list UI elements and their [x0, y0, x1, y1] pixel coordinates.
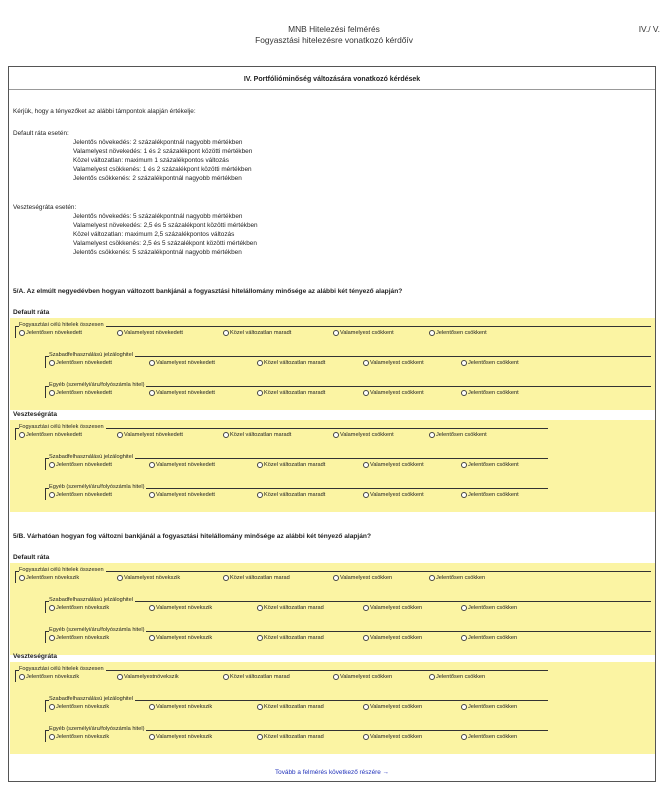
radio-button[interactable] [257, 605, 263, 611]
radio-option[interactable] [19, 330, 82, 336]
radio-option[interactable] [333, 674, 392, 680]
radio-option-label: Közel változatlan marad [230, 674, 290, 680]
default-legend-line: Valamelyest növekedés: 1 és 2 százalékpont közötti mértékben [73, 148, 253, 155]
radio-button[interactable] [257, 734, 263, 740]
radio-option[interactable] [117, 432, 183, 438]
radio-option[interactable] [257, 360, 325, 366]
radio-button[interactable] [257, 360, 263, 366]
radio-button[interactable] [461, 492, 467, 498]
radio-button[interactable] [363, 492, 369, 498]
radio-option-label: Közel változatlan maradt [264, 360, 326, 366]
answer-band [10, 420, 655, 512]
next-page-link[interactable]: Tovább a felmérés következő részére → [274, 769, 390, 776]
radio-button[interactable] [49, 734, 55, 740]
radio-option[interactable] [461, 492, 519, 498]
radio-button[interactable] [223, 674, 229, 680]
radio-option-label: Közel változatlan marad [264, 635, 324, 641]
radio-option-label: Közel változatlan maradt [264, 462, 326, 468]
radio-option[interactable] [223, 432, 291, 438]
answer-band [10, 662, 655, 754]
radio-option-label: Valamelyest csökken [340, 575, 393, 581]
radio-option-label: Valamelyest növekedett [156, 462, 215, 468]
header-titles [0, 24, 668, 46]
answer-band [10, 563, 655, 655]
radio-option-label: Jelentősen növekedett [56, 462, 112, 468]
radio-option-label: Jelentősen csökkent [436, 432, 487, 438]
radio-option[interactable] [257, 605, 324, 611]
radio-option[interactable] [49, 704, 109, 710]
radio-option-label: Jelentősen csökkent [468, 360, 519, 366]
radio-option[interactable] [49, 605, 109, 611]
radio-option[interactable] [149, 605, 212, 611]
radio-option-label: Jelentősen csökken [436, 575, 486, 581]
radio-button[interactable] [149, 635, 155, 641]
radio-option[interactable] [49, 360, 112, 366]
radio-button[interactable] [149, 734, 155, 740]
radio-option-label: Jelentősen csökkent [468, 462, 519, 468]
radio-option-label: Valamelyest növekszik [124, 575, 181, 581]
block-label: Default ráta [13, 554, 50, 561]
radio-group [45, 382, 651, 398]
radio-option-label: Jelentősen csökken [468, 704, 518, 710]
radio-option[interactable] [223, 575, 290, 581]
radio-option-label: Jelentősen növekszik [56, 635, 110, 641]
radio-button[interactable] [223, 330, 229, 336]
radio-option[interactable] [461, 635, 517, 641]
radio-group [15, 322, 651, 338]
radio-option-label: Valamelyest csökkent [370, 360, 424, 366]
radio-group [45, 696, 548, 712]
radio-option-label: Jelentősen csökken [468, 605, 518, 611]
radio-option[interactable] [49, 462, 112, 468]
radio-option[interactable] [257, 462, 325, 468]
radio-option[interactable] [149, 462, 215, 468]
radio-option-label: Jelentősen növekszik [26, 674, 80, 680]
radio-option[interactable] [429, 674, 485, 680]
radio-button[interactable] [461, 635, 467, 641]
radio-option[interactable] [363, 390, 424, 396]
radio-option-label: Jelentősen növekszik [56, 605, 110, 611]
loss-legend-line: Jelentős növekedés: 5 százalékpontnál nagyobb mértékben [73, 213, 243, 220]
radio-button[interactable] [363, 390, 369, 396]
radio-button[interactable] [429, 432, 435, 438]
radio-button[interactable] [257, 492, 263, 498]
radio-option[interactable] [257, 734, 324, 740]
radio-button[interactable] [49, 492, 55, 498]
radio-option[interactable] [223, 330, 291, 336]
radio-button[interactable] [461, 360, 467, 366]
survey-form [8, 66, 656, 782]
loss-legend-line: Jelentős csökkenés: 5 százalékpontnál nagyobb mértékben [73, 249, 242, 256]
radio-option[interactable] [429, 575, 485, 581]
default-legend-line: Közel változatlan: maximum 1 százalékpontos változás [73, 157, 229, 164]
radio-option-label: Valamelyest növekszik [156, 635, 213, 641]
radio-button[interactable] [461, 462, 467, 468]
radio-option[interactable] [257, 390, 325, 396]
radio-option-label: Jelentősen csökkent [468, 390, 519, 396]
radio-option-label: Valamelyest növekedett [124, 432, 183, 438]
radio-button[interactable] [363, 605, 369, 611]
radio-option[interactable] [223, 674, 290, 680]
radio-option[interactable] [149, 704, 212, 710]
section-title: IV. Portfólióminőség változására vonatkozó kérdések [243, 76, 421, 83]
radio-option-label: Valamelyest csökken [370, 635, 423, 641]
radio-button[interactable] [333, 432, 339, 438]
radio-option-label: Jelentősen csökken [468, 635, 518, 641]
radio-option[interactable] [363, 635, 422, 641]
radio-option-label: Valamelyest csökken [370, 605, 423, 611]
radio-button[interactable] [117, 674, 123, 680]
radio-option-label: Jelentősen növekszik [56, 734, 110, 740]
intro-text: Kérjük, hogy a tényezőket az alábbi támpontok alapján értékelje: [13, 108, 196, 115]
radio-button[interactable] [19, 432, 25, 438]
radio-button[interactable] [149, 390, 155, 396]
radio-button[interactable] [363, 462, 369, 468]
q5a-question: 5/A. Az elmúlt negyedévben hogyan változott bankjánál a fogyasztási hitelállomány minősége az alábbi két tényező alapján? [13, 288, 403, 295]
radio-group-label: Szabadfelhasználású jelzáloghitel [49, 597, 133, 603]
radio-group [15, 567, 651, 583]
radio-option-label: Valamelyest növekedett [124, 330, 183, 336]
radio-option-label: Valamelyestnövekszik [124, 674, 179, 680]
radio-group [45, 597, 651, 613]
radio-button[interactable] [19, 674, 25, 680]
radio-option-label: Valamelyest növekedett [156, 390, 215, 396]
radio-option[interactable] [19, 575, 79, 581]
radio-option-label: Közel változatlan marad [264, 734, 324, 740]
radio-button[interactable] [19, 330, 25, 336]
radio-button[interactable] [257, 704, 263, 710]
loss-legend-line: Valamelyest csökkenés: 2,5 és 5 százalékpont közötti mértékben [73, 240, 257, 247]
radio-option-label: Jelentősen növekedett [56, 360, 112, 366]
radio-button[interactable] [257, 635, 263, 641]
radio-option[interactable] [49, 734, 109, 740]
radio-button[interactable] [117, 575, 123, 581]
radio-option[interactable] [333, 575, 392, 581]
radio-button[interactable] [223, 575, 229, 581]
radio-option-label: Jelentősen növekszik [56, 704, 110, 710]
radio-option-label: Valamelyest növekszik [156, 704, 213, 710]
radio-group-label: Egyéb (személyi/áru/folyószámla hitel) [49, 484, 145, 490]
radio-button[interactable] [149, 492, 155, 498]
radio-group [45, 726, 548, 742]
radio-group-label: Szabadfelhasználású jelzáloghitel [49, 696, 133, 702]
radio-option[interactable] [117, 674, 179, 680]
radio-button[interactable] [49, 635, 55, 641]
radio-button[interactable] [49, 462, 55, 468]
radio-button[interactable] [461, 704, 467, 710]
radio-option[interactable] [49, 635, 109, 641]
radio-group-label: Egyéb (személyi/áru/folyószámla hitel) [49, 726, 145, 732]
radio-group-label: Fogyasztási célú hitelek összesen [19, 424, 104, 430]
radio-button[interactable] [333, 575, 339, 581]
radio-option-label: Jelentősen növekedett [56, 390, 112, 396]
loss-legend-line: Közel változatlan: maximum 2,5 százalékpontos változás [73, 231, 235, 238]
radio-option[interactable] [149, 360, 215, 366]
radio-button[interactable] [117, 432, 123, 438]
radio-option[interactable] [117, 575, 180, 581]
radio-option-label: Valamelyest csökkent [370, 462, 424, 468]
radio-option[interactable] [461, 390, 519, 396]
radio-button[interactable] [429, 330, 435, 336]
radio-option-label: Valamelyest csökken [340, 674, 393, 680]
radio-option[interactable] [257, 704, 324, 710]
radio-option[interactable] [117, 330, 183, 336]
radio-option[interactable] [149, 635, 212, 641]
radio-option[interactable] [149, 390, 215, 396]
radio-button[interactable] [49, 605, 55, 611]
radio-group-label: Fogyasztási célú hitelek összesen [19, 666, 104, 672]
radio-option[interactable] [19, 432, 82, 438]
radio-option[interactable] [363, 492, 424, 498]
default-legend-line: Valamelyest csökkenés: 1 és 2 százalékpont közötti mértékben [73, 166, 252, 173]
radio-button[interactable] [149, 462, 155, 468]
radio-option[interactable] [363, 462, 424, 468]
radio-button[interactable] [363, 734, 369, 740]
radio-option[interactable] [363, 605, 422, 611]
block-label: Default ráta [13, 309, 50, 316]
radio-button[interactable] [117, 330, 123, 336]
radio-option-label: Valamelyest csökkent [340, 432, 394, 438]
radio-button[interactable] [333, 330, 339, 336]
radio-option-label: Közel változatlan maradt [264, 492, 326, 498]
radio-option-label: Közel változatlan maradt [230, 330, 292, 336]
radio-option-label: Valamelyest csökkent [370, 492, 424, 498]
radio-group-label: Szabadfelhasználású jelzáloghitel [49, 352, 133, 358]
radio-option[interactable] [19, 674, 79, 680]
radio-button[interactable] [363, 635, 369, 641]
radio-option[interactable] [333, 432, 394, 438]
radio-group-label: Fogyasztási célú hitelek összesen [19, 322, 104, 328]
radio-button[interactable] [257, 462, 263, 468]
radio-option[interactable] [49, 492, 112, 498]
radio-button[interactable] [49, 704, 55, 710]
header-title: MNB Hitelezési felmérés [288, 24, 380, 34]
radio-button[interactable] [461, 734, 467, 740]
block-label: Veszteségráta [13, 653, 57, 660]
radio-option[interactable] [461, 462, 519, 468]
radio-option[interactable] [363, 360, 424, 366]
radio-button[interactable] [363, 360, 369, 366]
radio-option-label: Jelentősen csökkent [468, 492, 519, 498]
header-subtitle: Fogyasztási hitelezésre vonatkozó kérdőív [255, 35, 413, 45]
radio-group [15, 666, 548, 682]
radio-button[interactable] [19, 575, 25, 581]
radio-option-label: Jelentősen növekedett [26, 330, 82, 336]
answer-band [10, 318, 655, 410]
radio-option-label: Közel változatlan maradt [264, 390, 326, 396]
radio-option[interactable] [49, 390, 112, 396]
radio-option-label: Jelentősen növekedett [26, 432, 82, 438]
radio-button[interactable] [49, 360, 55, 366]
radio-button[interactable] [363, 704, 369, 710]
block-label: Veszteségráta [13, 411, 57, 418]
radio-option-label: Jelentősen csökkent [436, 330, 487, 336]
radio-option-label: Közel változatlan marad [264, 704, 324, 710]
radio-option-label: Közel változatlan marad [230, 575, 290, 581]
radio-button[interactable] [429, 575, 435, 581]
radio-button[interactable] [429, 674, 435, 680]
title-divider [9, 89, 655, 90]
radio-group-label: Szabadfelhasználású jelzáloghitel [49, 454, 133, 460]
radio-option[interactable] [461, 605, 517, 611]
radio-option-label: Valamelyest növekszik [156, 734, 213, 740]
radio-option-label: Valamelyest növekedett [156, 360, 215, 366]
radio-button[interactable] [49, 390, 55, 396]
radio-option[interactable] [257, 492, 325, 498]
radio-button[interactable] [149, 605, 155, 611]
radio-option-label: Jelentősen csökken [468, 734, 518, 740]
radio-option[interactable] [429, 330, 487, 336]
radio-option[interactable] [461, 704, 517, 710]
radio-option[interactable] [149, 492, 215, 498]
radio-option[interactable] [461, 734, 517, 740]
radio-option[interactable] [363, 734, 422, 740]
radio-option-label: Közel változatlan marad [264, 605, 324, 611]
default-legend-line: Jelentős csökkenés: 2 százalékpontnál nagyobb mértékben [73, 175, 242, 182]
radio-group-label: Egyéb (személyi/áru/folyószámla hitel) [49, 627, 145, 633]
radio-group-label: Egyéb (személyi/áru/folyószámla hitel) [49, 382, 145, 388]
radio-group-label: Fogyasztási célú hitelek összesen [19, 567, 104, 573]
radio-group [45, 627, 651, 643]
radio-button[interactable] [223, 432, 229, 438]
radio-button[interactable] [257, 390, 263, 396]
radio-option-label: Jelentősen csökken [436, 674, 486, 680]
radio-option[interactable] [461, 360, 519, 366]
page-code: IV./ V. [638, 24, 660, 34]
loss-legend-heading: Veszteségráta esetén: [13, 204, 77, 211]
radio-option[interactable] [149, 734, 212, 740]
radio-group [15, 424, 548, 440]
radio-option-label: Valamelyest csökken [370, 734, 423, 740]
radio-option[interactable] [429, 432, 487, 438]
radio-button[interactable] [333, 674, 339, 680]
q5b-question: 5/B. Várhatóan hogyan fog változni bankjánál a fogyasztási hitelállomány minősége az alábbi két tényező alapján? [13, 533, 371, 540]
radio-option-label: Közel változatlan maradt [230, 432, 292, 438]
radio-button[interactable] [461, 390, 467, 396]
default-legend-line: Jelentős növekedés: 2 százalékpontnál nagyobb mértékben [73, 139, 243, 146]
radio-button[interactable] [461, 605, 467, 611]
radio-group [45, 484, 548, 500]
radio-group [45, 352, 651, 368]
default-legend-heading: Default ráta esetén: [13, 130, 69, 137]
radio-option[interactable] [333, 330, 394, 336]
radio-option-label: Valamelyest növekszik [156, 605, 213, 611]
radio-option-label: Jelentősen növekszik [26, 575, 80, 581]
radio-button[interactable] [149, 704, 155, 710]
radio-button[interactable] [149, 360, 155, 366]
radio-option[interactable] [257, 635, 324, 641]
radio-option-label: Valamelyest növekedett [156, 492, 215, 498]
radio-option[interactable] [363, 704, 422, 710]
radio-option-label: Jelentősen növekedett [56, 492, 112, 498]
radio-option-label: Valamelyest csökkent [370, 390, 424, 396]
radio-group [45, 454, 548, 470]
radio-option-label: Valamelyest csökken [370, 704, 423, 710]
radio-option-label: Valamelyest csökkent [340, 330, 394, 336]
loss-legend-line: Valamelyest növekedés: 2,5 és 5 százalékpont közötti mértékben [73, 222, 258, 229]
